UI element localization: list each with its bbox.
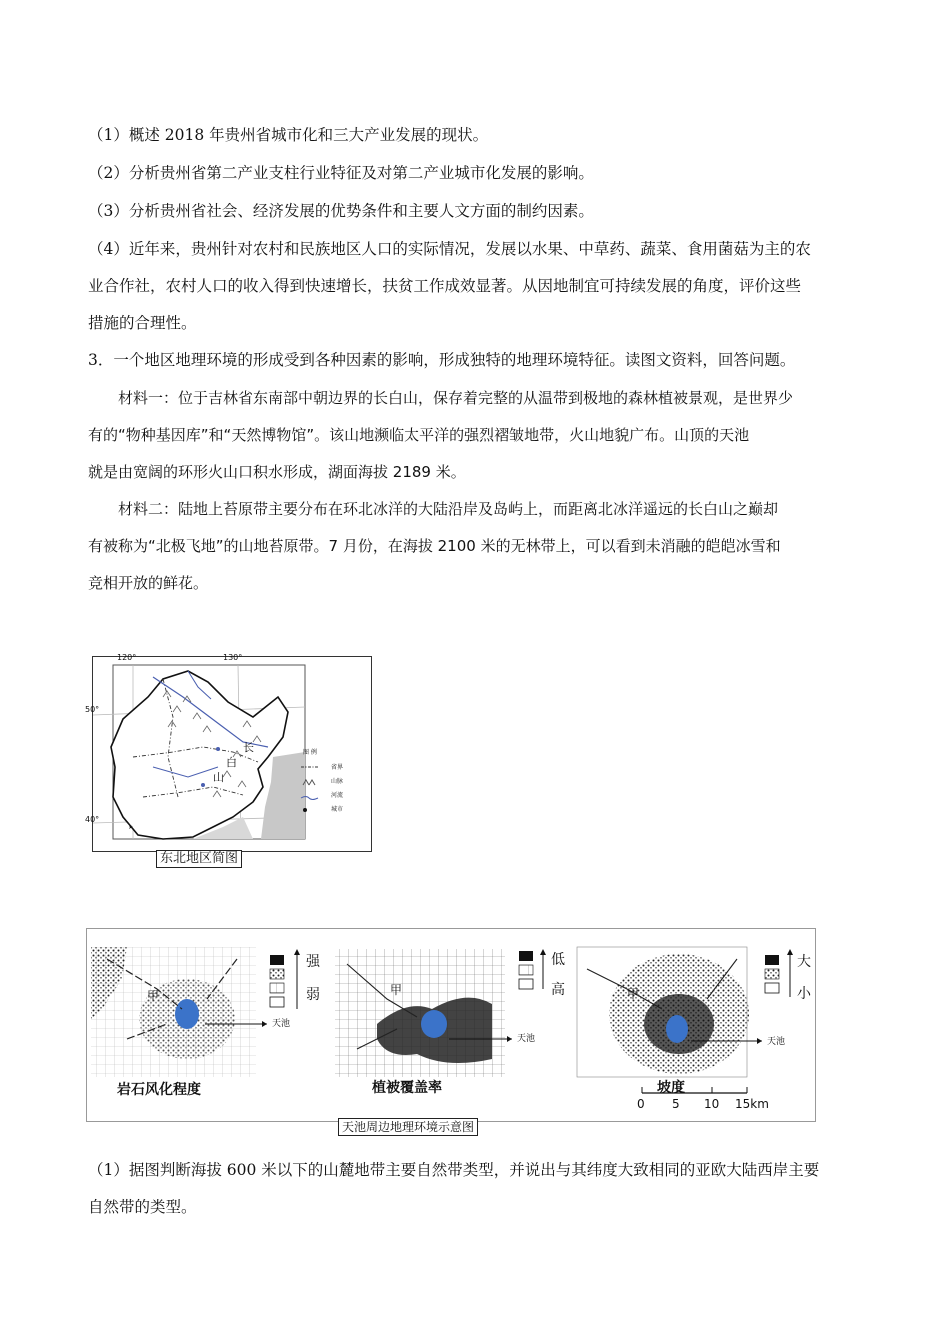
section-3-question-1-line-1: （1）据图判断海拔 600 米以下的山麓地带主要自然带类型，并说出与其纬度大致相同的亚欧大陆西岸主要 <box>88 1161 820 1179</box>
panel-3-point-label: 甲 <box>627 987 640 1001</box>
mountain-label-chang: 长 <box>243 741 254 754</box>
panel-2-point-label: 甲 <box>390 983 403 997</box>
question-4-line-2: 业合作社，农村人口的收入得到快速增长，扶贫工作成效显著。从因地制宜可持续发展的角度，评价这些 <box>88 277 802 295</box>
legend-river: 河流 <box>331 792 344 799</box>
section-3-title: 3．一个地区地理环境的形成受到各种因素的影响，形成独特的地理环境特征。读图文资料，回答问题。 <box>88 351 796 369</box>
question-1: （1）概述 2018 年贵州省城市化和三大产业发展的现状。 <box>88 126 489 144</box>
tianchi-diagram <box>86 928 816 1122</box>
scale-tick-15km: 15km <box>735 1097 769 1111</box>
material-2-line-3: 竞相开放的鲜花。 <box>88 574 209 592</box>
material-1-line-3: 就是由宽阔的环形火山口积水形成，湖面海拔 2189 米。 <box>88 463 466 481</box>
panel-1-scale-bottom: 弱 <box>306 987 320 1003</box>
question-2: （2）分析贵州省第二产业支柱行业特征及对第二产业城市化发展的影响。 <box>88 164 594 182</box>
scale-tick-0: 0 <box>637 1097 645 1111</box>
legend-title: 图 例 <box>303 749 317 756</box>
panel-3-lake-label: 天池 <box>767 1037 786 1047</box>
panel-2-title: 植被覆盖率 <box>372 1080 442 1096</box>
panel-1-scale-top: 强 <box>306 954 320 970</box>
question-4-line-3: 措施的合理性。 <box>88 314 197 332</box>
northeast-map-caption: 东北地区简图 <box>156 850 242 868</box>
legend-boundary: 省界 <box>331 764 344 771</box>
panel-2-scale-bottom: 高 <box>551 982 565 998</box>
tianchi-diagram-caption: 天池周边地理环境示意图 <box>338 1118 478 1136</box>
panel-1-point-label: 甲 <box>147 989 160 1003</box>
panel-2-lake-label: 天池 <box>517 1034 536 1044</box>
panel-2-scale-top: 低 <box>551 952 565 968</box>
material-1-line-2: 有的“物种基因库”和“天然博物馆”。该山地濒临太平洋的强烈褶皱地带，火山地貌广布。山顶的天池 <box>88 426 750 444</box>
lat-label-40: 40° <box>85 815 100 824</box>
material-2-line-2: 有被称为“北极飞地”的山地苔原带。7 月份，在海拔 2100 米的无林带上，可以看到未消融的皑皑冰雪和 <box>88 537 781 555</box>
material-1-line-1: 材料一：位于吉林省东南部中朝边界的长白山，保存着完整的从温带到极地的森林植被景观，是世界少 <box>118 389 794 407</box>
question-4-line-1: （4）近年来，贵州针对农村和民族地区人口的实际情况，发展以水果、中草药、蔬菜、食用菌菇为主的农 <box>88 240 811 258</box>
panel-1-lake-label: 天池 <box>272 1019 291 1029</box>
question-3: （3）分析贵州省社会、经济发展的优势条件和主要人文方面的制约因素。 <box>88 202 594 220</box>
panel-1-title: 岩石风化程度 <box>117 1082 201 1098</box>
panel-3-scale-bottom: 小 <box>797 986 811 1002</box>
scale-tick-5: 5 <box>672 1097 680 1111</box>
material-2-line-1: 材料二：陆地上苔原带主要分布在环北冰洋的大陆沿岸及岛屿上，而距离北冰洋遥远的长白山之巅却 <box>118 500 779 518</box>
legend-mountain: 山脉 <box>331 778 344 785</box>
lon-label-120: 120° <box>117 653 137 662</box>
section-3-question-1-line-2: 自然带的类型。 <box>88 1198 197 1216</box>
lat-label-50: 50° <box>85 705 100 714</box>
mountain-label-shan: 山 <box>213 771 224 784</box>
legend-city: 城市 <box>331 806 344 813</box>
lon-label-130: 130° <box>223 653 243 662</box>
panel-3-title: 坡度 <box>657 1080 685 1096</box>
mountain-label-bai: 白 <box>226 756 237 769</box>
panel-3-scale-top: 大 <box>797 954 811 970</box>
northeast-map <box>85 653 372 852</box>
scale-tick-10: 10 <box>704 1097 720 1111</box>
